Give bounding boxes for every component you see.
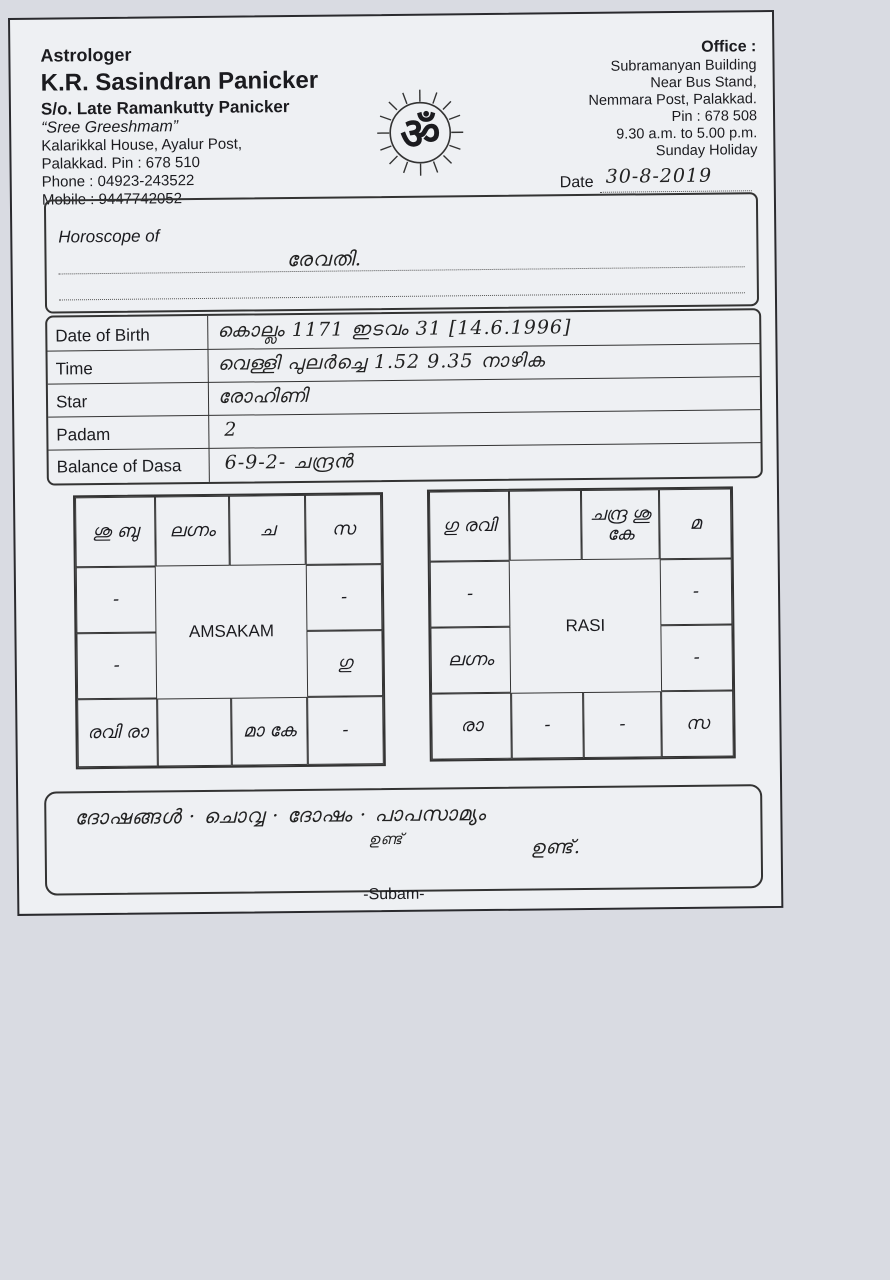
astrologer-name: K.R. Sasindran Panicker [40,66,319,97]
time-value: വെള്ളി പുലർച്ചെ 1.52 9.35 നാഴിക [217,349,546,375]
rasi-cell: രാ [431,693,512,760]
rasi-cell: - [660,624,733,691]
amsakam-cell: രവി രാ [77,698,158,767]
astrologer-parent: S/o. Late Ramankutty Panicker [40,97,290,119]
date-label: Date [559,173,594,192]
date-value: 30-8-2019 [605,164,713,188]
rasi-cell: - [660,558,733,625]
amsakam-title: AMSAKAM [188,621,275,642]
address-line-1: Kalarikkal House, Ayalur Post, [41,135,243,155]
amsakam-cell: - [76,566,157,633]
rasi-cell: - [430,561,511,628]
rasi-cell: ഗു രവി [429,491,510,562]
dob-label: Date of Birth [55,325,150,346]
amsakam-cell: - [306,564,383,631]
rasi-cell: മ [659,488,732,559]
office-line-3: Nemmara Post, Palakkad. [588,91,757,109]
amsakam-cell: ച [229,495,306,566]
remarks-line-2b: ഉണ്ട്. [530,836,581,859]
house-name: “Sree Greeshmam” [41,118,179,137]
office-holiday: Sunday Holiday [655,142,758,160]
star-label: Star [55,392,88,412]
title-astrologer: Astrologer [40,44,132,66]
amsakam-cell [157,698,232,767]
om-symbol: ॐ [399,108,441,160]
amsakam-cell: - [76,632,157,699]
amsakam-chart [73,492,386,769]
footer-subam: -Subam- [363,885,425,904]
office-line-2: Near Bus Stand, [650,74,757,92]
office-pin: Pin : 678 508 [671,108,758,126]
phone-number: Phone : 04923-243522 [41,172,195,191]
rasi-cell [509,490,582,561]
padam-label: Padam [56,424,111,445]
rasi-cell: - [511,692,584,759]
remarks-box [44,784,763,896]
padam-value: 2 [224,418,238,441]
rasi-title: RASI [565,615,606,636]
dob-value: കൊല്ലം 1171 ഇടവം 31 [14.6.1996] [217,316,572,342]
amsakam-cell: ശു ബു [75,496,156,567]
office-line-1: Subramanyan Building [610,57,757,75]
amsakam-cell: - [307,696,384,765]
rasi-cell: ലഗ്നം [430,627,511,694]
office-hours: 9.30 a.m. to 5.00 p.m. [616,125,758,143]
amsakam-cell: ഗു [306,630,383,697]
om-emblem [375,87,466,178]
remarks-line-1: ദോഷങ്ങൾ · ചൊവ്വ · ദോഷം · പാപസാമ്യം [74,801,487,830]
horoscope-of-label: Horoscope of [58,226,160,247]
horoscope-of-box [41,190,759,313]
dasa-label: Balance of Dasa [56,456,182,477]
rasi-chart [427,486,736,761]
office-label: Office : [701,38,757,56]
horoscope-sheet [8,10,783,916]
mobile-number: Mobile : 9447742052 [41,190,183,209]
amsakam-cell: മാ കേ [231,697,308,766]
rasi-cell: സ [661,690,734,757]
rasi-cell: - [583,691,662,758]
address-line-2: Palakkad. Pin : 678 510 [41,153,201,173]
time-label: Time [55,359,93,379]
star-value: രോഹിണി [217,384,309,408]
dasa-value: 6-9-2- ചന്ദ്രൻ [224,450,354,474]
rasi-cell: ചന്ദ്ര ശു കേ [581,489,660,560]
amsakam-cell: സ [305,494,382,565]
horoscope-name: രേവതി. [286,246,363,272]
amsakam-cell: ലഗ്നം [155,496,230,567]
birth-details-table [45,308,763,485]
remarks-line-2a: ഉണ്ട് [368,829,404,849]
